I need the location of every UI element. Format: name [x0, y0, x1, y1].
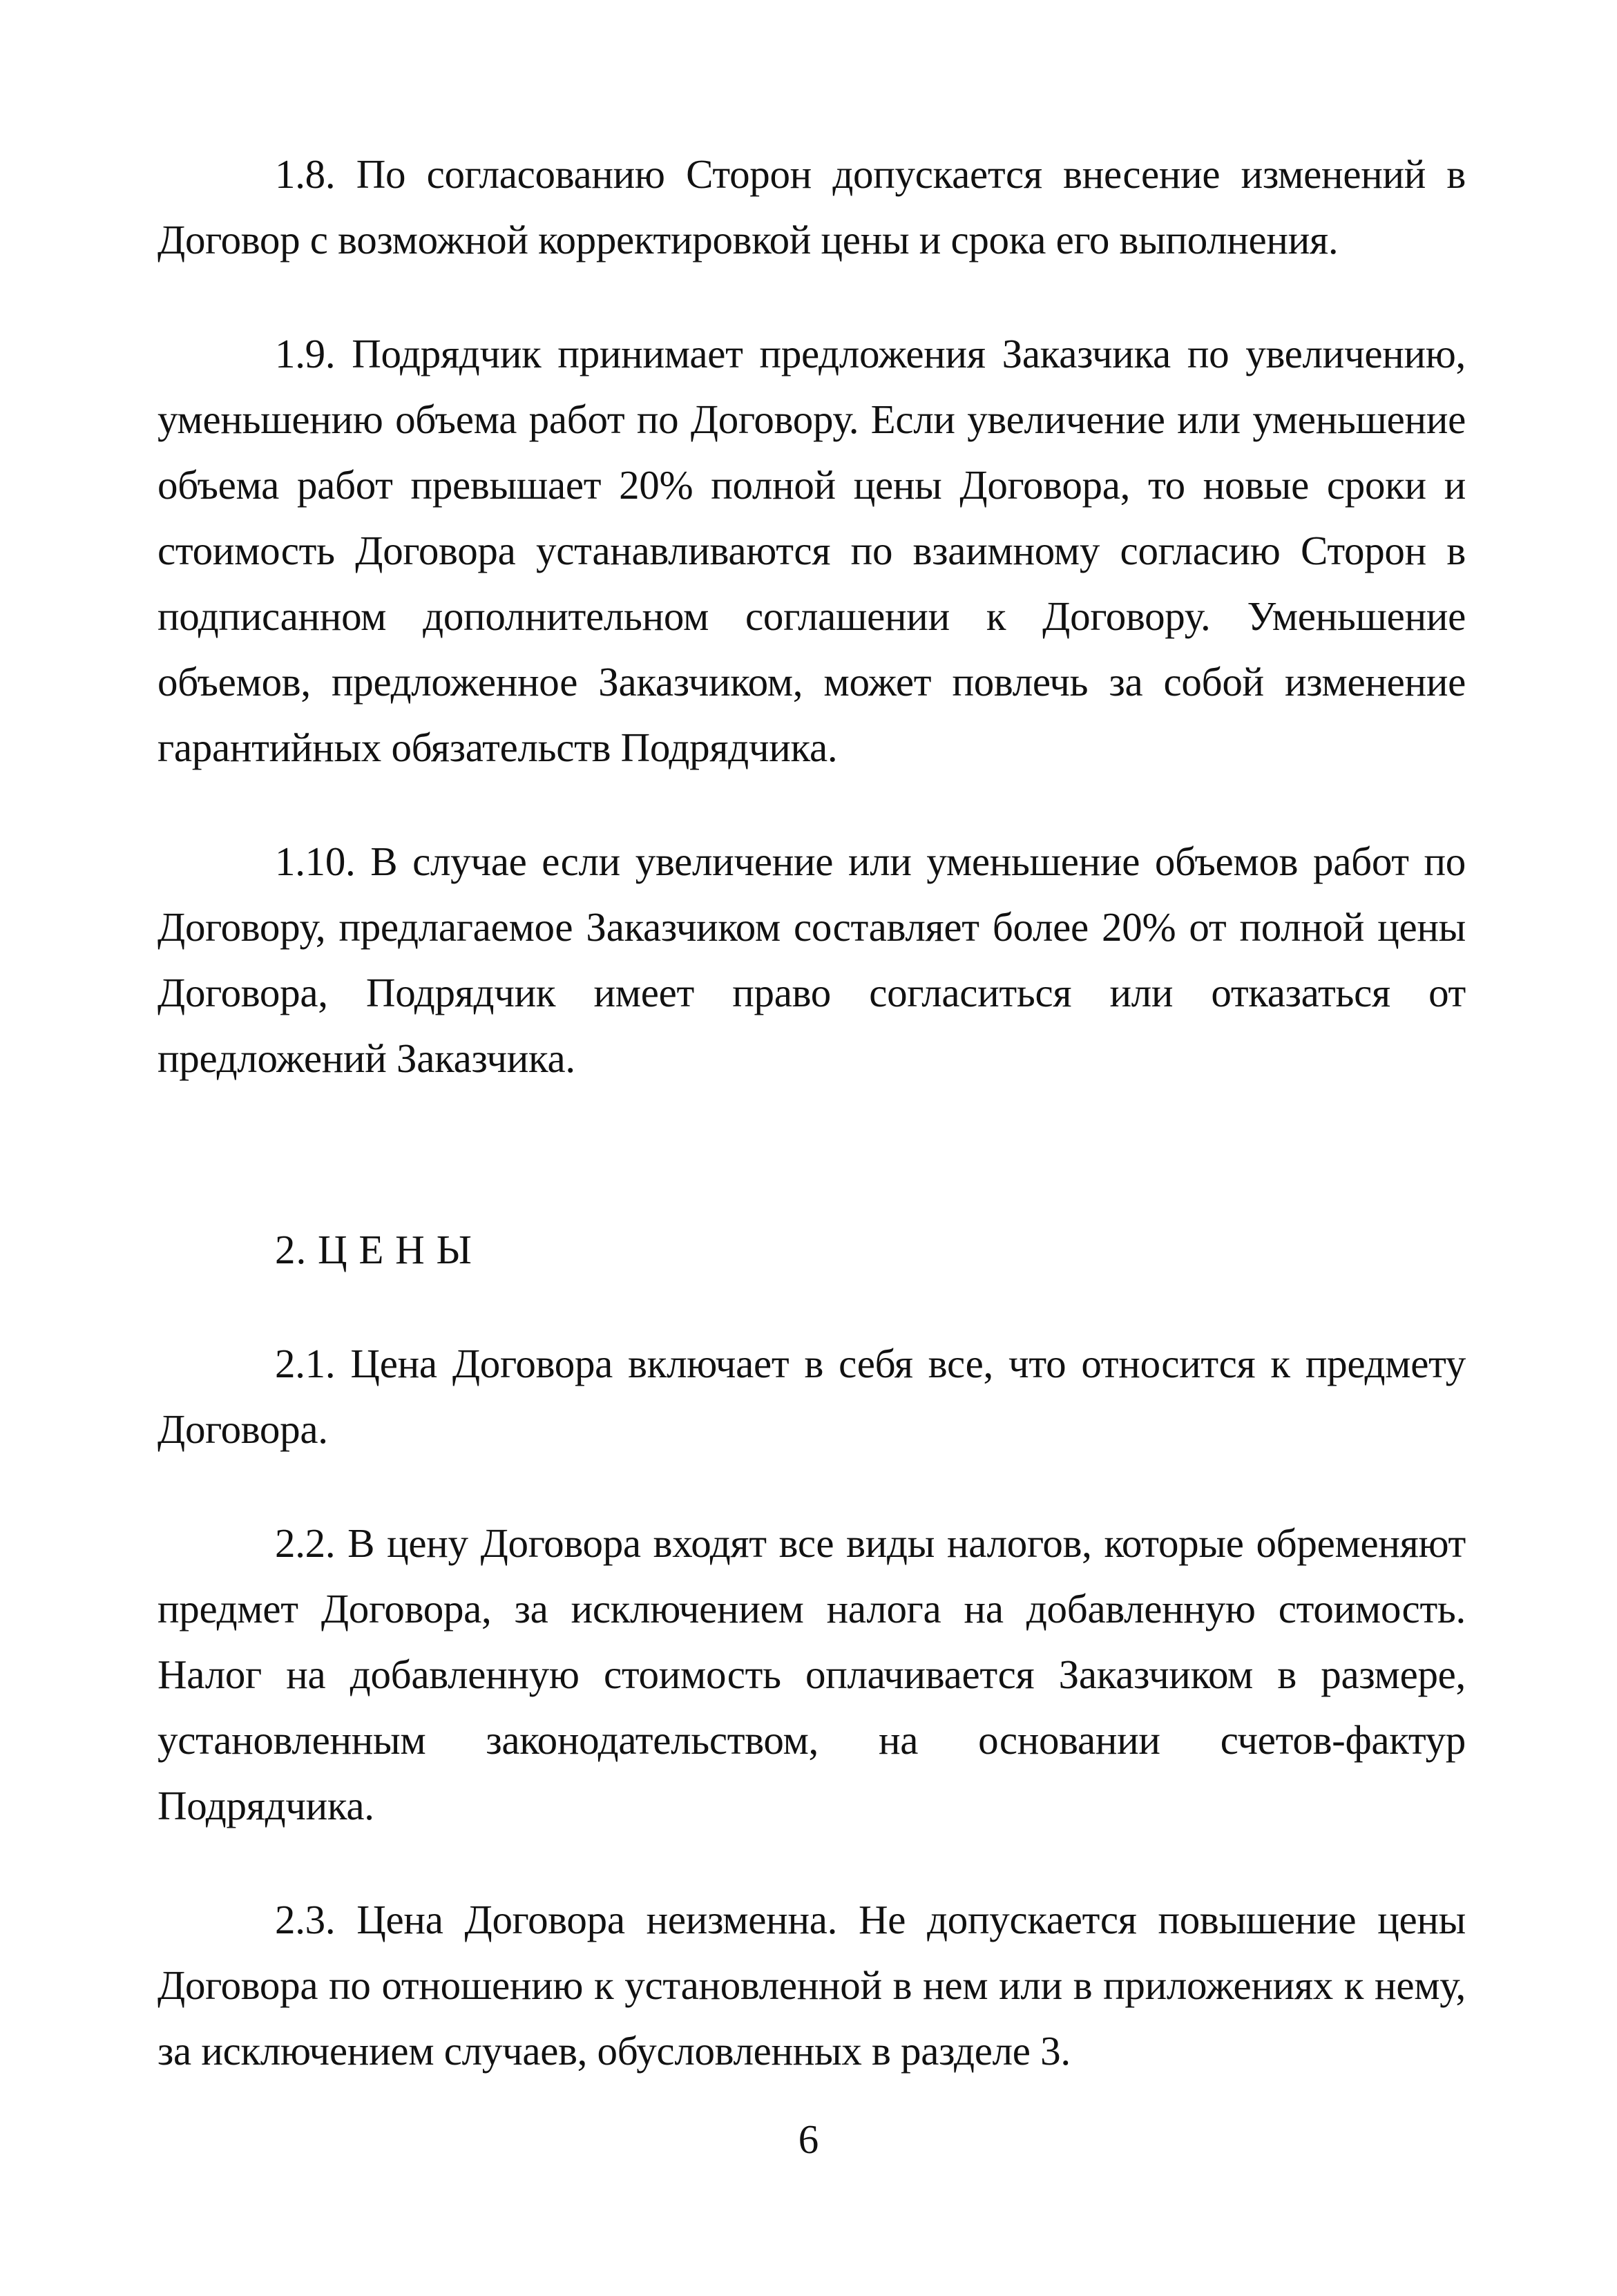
- paragraph-gap: [157, 273, 1466, 321]
- section-2-heading: 2. Ц Е Н Ы: [275, 1227, 472, 1272]
- page-number: 6: [798, 2116, 819, 2162]
- section-gap: [157, 1091, 1466, 1217]
- paragraph-gap: [157, 1283, 1466, 1331]
- paragraph-2-2: 2.2. В цену Договора входят все виды налогов, которые обременяют предмет Договора, за исключением налога на добавленную стоимость. Налог на добавленную стоимость оплачивается Заказчиком в размере, установленным законодательством, на основании счетов-фактур Подрядчика.: [157, 1520, 1466, 1828]
- paragraph-gap: [157, 781, 1466, 829]
- paragraph-1-9: 1.9. Подрядчик принимает предложения Заказчика по увеличению, уменьшению объема работ по Договору. Если увеличение или уменьшение объема работ превышает 20% полной цены Договора, то новые сроки и стоимость Договора устанавливаются по взаимному согласию Сторон в подписанном дополнительном соглашении к Договору. Уменьшение объемов, предложенное Заказчиком, может повлечь за собой изменение гарантийных обязательств Подрядчика.: [157, 331, 1466, 770]
- paragraph-1-10: 1.10. В случае если увеличение или уменьшение объемов работ по Договору, предлагаемое Заказчиком составляет более 20% от полной цены Договора, Подрядчик имеет право согласиться или отказаться от предложений Заказчика.: [157, 839, 1466, 1081]
- paragraph-2-3: 2.3. Цена Договора неизменна. Не допускается повышение цены Договора по отношению к установленной в нем или в приложениях к нему, за исключением случаев, обусловленных в разделе 3.: [157, 1897, 1466, 2074]
- paragraph-gap: [157, 1462, 1466, 1511]
- paragraph-1-8: 1.8. По согласованию Сторон допускается внесение изменений в Договор с возможной корректировкой цены и срока его выполнения.: [157, 151, 1466, 262]
- paragraph-2-1: 2.1. Цена Договора включает в себя все, что относится к предмету Договора.: [157, 1341, 1466, 1452]
- paragraph-gap: [157, 1839, 1466, 1887]
- page-content: [157, 142, 1466, 2084]
